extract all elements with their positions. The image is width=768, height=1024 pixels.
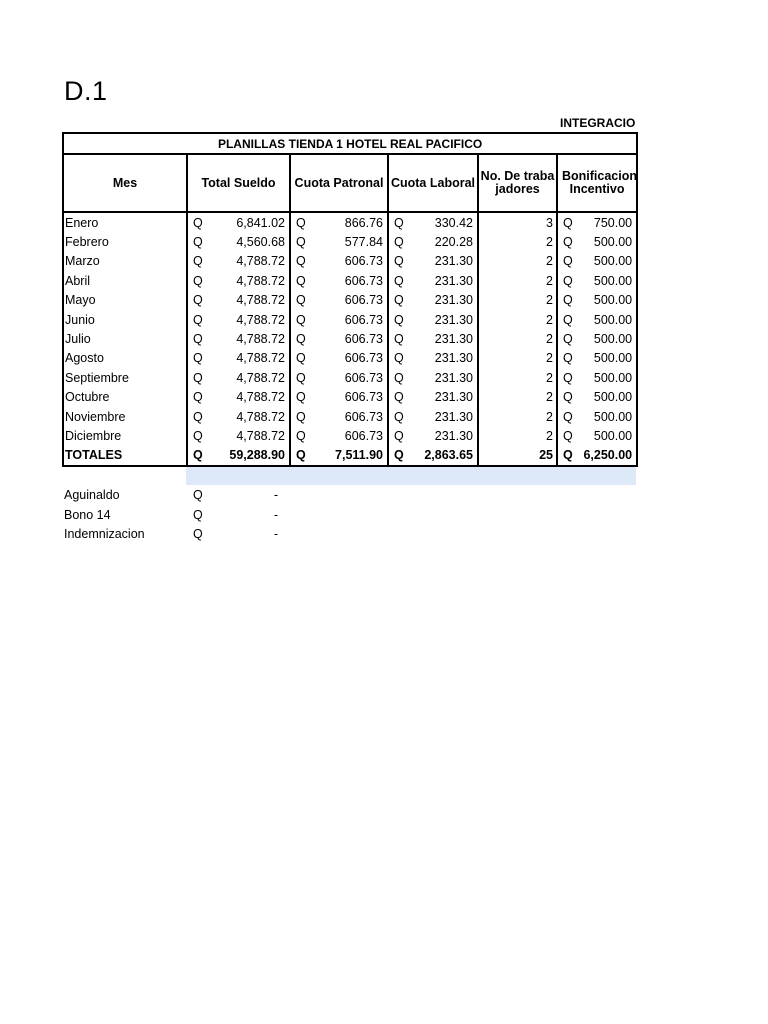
col-header-total-sueldo: Total Sueldo [187, 154, 290, 212]
cell-mes: Noviembre [63, 407, 187, 426]
cell-mes: Julio [63, 329, 187, 348]
highlight-band [186, 467, 636, 485]
currency-symbol: Q [394, 332, 404, 347]
cell-cuota-patronal: 606.73 [310, 349, 388, 368]
currency-symbol: Q [187, 446, 207, 466]
cell-cuota-patronal: 606.73 [310, 426, 388, 445]
extra-label: Aguinaldo [64, 488, 120, 502]
cell-total-sueldo: 6,841.02 [207, 212, 290, 232]
currency-symbol: Q [563, 215, 573, 230]
currency-symbol: Q [296, 351, 306, 366]
cell-mes: Mayo [63, 291, 187, 310]
col-header-bonificacion: Bonificacion Incentivo [557, 154, 637, 212]
currency-symbol: Q [193, 312, 203, 327]
cell-trabajadores: 2 [478, 291, 557, 310]
currency-symbol: Q [296, 215, 306, 230]
currency-symbol: Q [290, 446, 310, 466]
cell-mes: Abril [63, 271, 187, 290]
cell-cuota-patronal: 606.73 [310, 271, 388, 290]
cell-mes: Agosto [63, 349, 187, 368]
currency-symbol: Q [193, 390, 203, 405]
currency-symbol: Q [193, 293, 203, 308]
table-row [63, 407, 637, 426]
currency-symbol: Q [193, 428, 203, 443]
table-row [63, 368, 637, 387]
currency-symbol: Q [394, 370, 404, 385]
col-header-mes: Mes [63, 154, 187, 212]
cell-bonificacion: 500.00 [577, 407, 637, 426]
currency-symbol: Q [296, 390, 306, 405]
totals-row [63, 446, 637, 466]
cell-cuota-laboral: 231.30 [408, 271, 478, 290]
currency-symbol: Q [563, 409, 573, 424]
extra-value: - [273, 488, 278, 502]
cell-cuota-patronal: 606.73 [310, 291, 388, 310]
cell-mes: Septiembre [63, 368, 187, 387]
cell-total-sueldo: 4,788.72 [207, 368, 290, 387]
cell-mes: Enero [63, 212, 187, 232]
cell-total-sueldo: 4,560.68 [207, 232, 290, 251]
currency-symbol: Q [193, 370, 203, 385]
extra-value: - [273, 507, 278, 522]
currency-symbol: Q [563, 370, 573, 385]
table-row [63, 291, 637, 310]
table-row [63, 388, 637, 407]
cell-cuota-laboral: 231.30 [408, 329, 478, 348]
currency-symbol: Q [193, 409, 203, 424]
extra-value: - [273, 527, 278, 541]
extras-list [64, 486, 294, 545]
currency-symbol: Q [394, 273, 404, 288]
cell-cuota-laboral: 231.30 [408, 368, 478, 387]
currency-symbol: Q [394, 312, 404, 327]
table-title: PLANILLAS TIENDA 1 HOTEL REAL PACIFICO [63, 133, 637, 154]
cell-trabajadores: 2 [478, 329, 557, 348]
currency-symbol: Q [563, 273, 573, 288]
cell-cuota-laboral: 231.30 [408, 426, 478, 445]
cell-mes: Marzo [63, 252, 187, 271]
cell-trabajadores: 2 [478, 349, 557, 368]
currency-symbol: Q [394, 235, 404, 250]
cell-cuota-laboral: 231.30 [408, 310, 478, 329]
table-row [63, 252, 637, 271]
cell-total-sueldo: 4,788.72 [207, 426, 290, 445]
cell-total-sueldo: 4,788.72 [207, 252, 290, 271]
cell-bonificacion: 500.00 [577, 329, 637, 348]
cell-cuota-laboral: 231.30 [408, 388, 478, 407]
cell-cuota-patronal: 606.73 [310, 407, 388, 426]
cell-trabajadores: 25 [478, 446, 557, 466]
cell-mes: Junio [63, 310, 187, 329]
currency-symbol: Q [296, 235, 306, 250]
currency-symbol: Q [296, 312, 306, 327]
cell-cuota-patronal: 606.73 [310, 329, 388, 348]
cell-bonificacion: 750.00 [577, 212, 637, 232]
cell-bonificacion: 500.00 [577, 291, 637, 310]
page-code: D.1 [64, 76, 108, 106]
cell-cuota-patronal: 577.84 [310, 232, 388, 251]
extra-label: Indemnizacion [64, 527, 145, 541]
currency-symbol: Q [296, 273, 306, 288]
table-row [63, 426, 637, 445]
currency-symbol: Q [296, 332, 306, 347]
cell-cuota-patronal: 606.73 [310, 368, 388, 387]
cell-trabajadores: 2 [478, 388, 557, 407]
table-row [63, 212, 637, 232]
table-row [63, 329, 637, 348]
col-header-trabajadores: No. De trabajadores [478, 154, 557, 212]
cell-cuota-laboral: 2,863.65 [408, 446, 478, 466]
currency-symbol: Q [193, 332, 203, 347]
cell-total-sueldo: 4,788.72 [207, 388, 290, 407]
currency-symbol: Q [296, 370, 306, 385]
currency-symbol: Q [394, 215, 404, 230]
cell-bonificacion: 500.00 [577, 271, 637, 290]
currency-symbol: Q [394, 428, 404, 443]
currency-symbol: Q [193, 235, 203, 250]
cell-trabajadores: 3 [478, 212, 557, 232]
integration-header: INTEGRACIO [560, 116, 636, 130]
cell-cuota-laboral: 231.30 [408, 349, 478, 368]
cell-bonificacion: 500.00 [577, 388, 637, 407]
extra-label: Bono 14 [64, 507, 111, 522]
cell-bonificacion: 500.00 [577, 426, 637, 445]
cell-total-sueldo: 4,788.72 [207, 329, 290, 348]
cell-total-sueldo: 4,788.72 [207, 407, 290, 426]
currency-symbol: Q [193, 351, 203, 366]
payroll-sheet [62, 132, 636, 467]
cell-total-sueldo: 4,788.72 [207, 291, 290, 310]
currency-symbol: Q [563, 312, 573, 327]
currency-symbol: Q [394, 390, 404, 405]
currency-symbol: Q [563, 390, 573, 405]
cell-cuota-laboral: 220.28 [408, 232, 478, 251]
currency-symbol: Q [557, 446, 577, 466]
cell-trabajadores: 2 [478, 426, 557, 445]
cell-bonificacion: 500.00 [577, 349, 637, 368]
currency-symbol: Q [193, 254, 203, 269]
extra-row-indemnizacion [64, 525, 294, 545]
currency-symbol: Q [193, 527, 203, 541]
cell-trabajadores: 2 [478, 310, 557, 329]
cell-total-sueldo: 4,788.72 [207, 349, 290, 368]
currency-symbol: Q [563, 332, 573, 347]
payroll-table [62, 132, 638, 467]
cell-cuota-patronal: 7,511.90 [310, 446, 388, 466]
col-header-cuota-patronal: Cuota Patronal [290, 154, 388, 212]
cell-mes: Febrero [63, 232, 187, 251]
cell-cuota-patronal: 606.73 [310, 388, 388, 407]
currency-symbol: Q [563, 254, 573, 269]
table-row [63, 271, 637, 290]
currency-symbol: Q [296, 254, 306, 269]
currency-symbol: Q [193, 273, 203, 288]
currency-symbol: Q [563, 235, 573, 250]
currency-symbol: Q [394, 293, 404, 308]
cell-total-sueldo: 4,788.72 [207, 271, 290, 290]
cell-mes: TOTALES [63, 446, 187, 466]
cell-cuota-laboral: 330.42 [408, 212, 478, 232]
cell-cuota-laboral: 231.30 [408, 252, 478, 271]
currency-symbol: Q [296, 293, 306, 308]
currency-symbol: Q [394, 254, 404, 269]
cell-bonificacion: 500.00 [577, 368, 637, 387]
cell-trabajadores: 2 [478, 232, 557, 251]
cell-trabajadores: 2 [478, 252, 557, 271]
cell-cuota-laboral: 231.30 [408, 291, 478, 310]
table-row [63, 349, 637, 368]
cell-bonificacion: 6,250.00 [577, 446, 637, 466]
currency-symbol: Q [296, 409, 306, 424]
cell-mes: Octubre [63, 388, 187, 407]
cell-cuota-laboral: 231.30 [408, 407, 478, 426]
table-row [63, 310, 637, 329]
currency-symbol: Q [394, 351, 404, 366]
currency-symbol: Q [193, 507, 203, 522]
cell-total-sueldo: 59,288.90 [207, 446, 290, 466]
currency-symbol: Q [563, 428, 573, 443]
cell-cuota-patronal: 606.73 [310, 310, 388, 329]
cell-cuota-patronal: 606.73 [310, 252, 388, 271]
currency-symbol: Q [394, 409, 404, 424]
col-header-cuota-laboral: Cuota Laboral [388, 154, 478, 212]
cell-bonificacion: 500.00 [577, 232, 637, 251]
currency-symbol: Q [388, 446, 408, 466]
cell-trabajadores: 2 [478, 368, 557, 387]
cell-bonificacion: 500.00 [577, 252, 637, 271]
cell-mes: Diciembre [63, 426, 187, 445]
currency-symbol: Q [193, 488, 203, 502]
table-row [63, 232, 637, 251]
cell-bonificacion: 500.00 [577, 310, 637, 329]
currency-symbol: Q [296, 428, 306, 443]
currency-symbol: Q [563, 293, 573, 308]
currency-symbol: Q [193, 215, 203, 230]
cell-trabajadores: 2 [478, 271, 557, 290]
extra-row-aguinaldo [64, 486, 294, 506]
cell-total-sueldo: 4,788.72 [207, 310, 290, 329]
extra-row-bono-14 [64, 506, 294, 526]
currency-symbol: Q [563, 351, 573, 366]
cell-cuota-patronal: 866.76 [310, 212, 388, 232]
cell-trabajadores: 2 [478, 407, 557, 426]
